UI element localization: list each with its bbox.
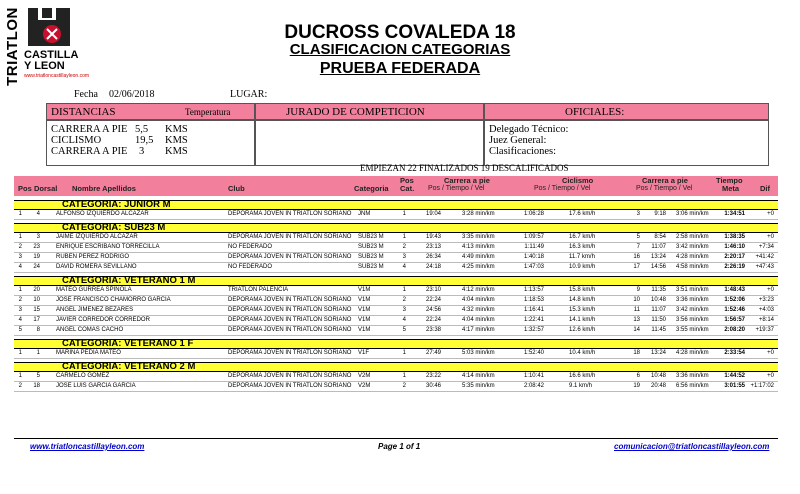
cell-t1: 23:38 [425, 327, 441, 333]
cell-t2: 1:16:41 [523, 307, 544, 313]
cell-t1: 24:56 [425, 307, 441, 313]
cell-v1: 4:14 min/km [462, 373, 495, 379]
cell-v2: 14.8 km/h [569, 297, 596, 303]
cell-t1: 27:49 [425, 350, 441, 356]
table-row [14, 253, 778, 263]
cell-pos: 2 [18, 244, 22, 250]
oficiales-box [484, 120, 769, 166]
cell-v2: 14.1 km/h [569, 317, 596, 323]
cell-dorsal: 3 [36, 234, 40, 240]
cell-cat: SUB23 M [358, 264, 384, 270]
jurado-box [255, 120, 484, 166]
header-pos-cat: Cat. [400, 184, 415, 193]
cell-dif: +4:03 [758, 307, 774, 313]
cell-t2: 1:10:41 [523, 373, 544, 379]
cell-poscat: 2 [402, 244, 406, 250]
cell-p3: 7 [636, 244, 640, 250]
header-dif: Dif [760, 184, 770, 193]
cell-poscat: 2 [402, 383, 406, 389]
jurado-header [255, 103, 484, 120]
header-ptv: Pos / Tiempo / Vel [428, 185, 485, 192]
cell-p3: 11 [633, 307, 640, 313]
cell-meta: 2:08:20 [724, 327, 745, 333]
cell-club: NO FEDERADO [228, 244, 273, 250]
oficiales-header [484, 103, 769, 120]
cell-v1: 3:28 min/km [462, 211, 495, 217]
cell-t3: 11:07 [651, 244, 666, 250]
cell-dorsal: 8 [36, 327, 40, 333]
cell-dif: +0 [767, 211, 774, 217]
cell-t2: 2:08:42 [523, 383, 544, 389]
header-meta: Meta [722, 184, 740, 193]
cell-club: DEPORAMA JOVEN IN TRIATLON SORIANO [228, 234, 352, 240]
cell-poscat: 1 [402, 350, 406, 356]
cell-dif: +0 [767, 234, 774, 240]
page-subtitle2: PRUEBA FEDERADA [319, 60, 481, 77]
cell-t1: 26:34 [425, 254, 441, 260]
cell-meta: 2:20:17 [724, 254, 745, 260]
distancias-header [46, 103, 255, 120]
table-row [14, 243, 778, 253]
cell-pos: 4 [18, 264, 22, 270]
cell-v3: 3:56 min/km [676, 317, 709, 323]
distancias-box [46, 120, 255, 166]
cell-v2: 16.6 km/h [569, 373, 596, 379]
cell-pos: 4 [18, 317, 22, 323]
cell-v2: 15.3 km/h [569, 307, 596, 313]
cell-v2: 17.6 km/h [569, 211, 596, 217]
cell-cat: V1M [358, 317, 371, 323]
cell-t2: 1:13:57 [523, 287, 544, 293]
table-header [14, 176, 778, 196]
distancias-label: DISTANCIAS [51, 106, 116, 118]
cell-p3: 18 [633, 350, 640, 356]
cell-nombre: JAIME IZQUIERDO ALCAZAR [56, 234, 138, 240]
cell-nombre: JOSE LUIS GARCIA GARCIA [56, 383, 136, 389]
cell-cat: V1M [358, 327, 371, 333]
cell-v2: 12.6 km/h [569, 327, 596, 333]
cell-t3: 13:24 [650, 254, 666, 260]
cell-dif: +47:43 [755, 264, 774, 270]
cell-v2: 16.3 km/h [569, 244, 596, 250]
cell-dif: +19:37 [755, 327, 774, 333]
cell-p3: 5 [636, 234, 640, 240]
lugar-label: LUGAR: [230, 89, 268, 100]
cell-v3: 3:51 min/km [676, 287, 709, 293]
cell-t3: 10:48 [650, 373, 666, 379]
category-label: CATEGORIA: SUB23 M [62, 222, 166, 233]
cell-v1: 4:25 min/km [462, 264, 495, 270]
cell-cat: SUB23 M [358, 254, 384, 260]
cell-p3: 10 [633, 297, 640, 303]
cell-club: TRIATLON PALENCIA [228, 287, 289, 293]
cell-v1: 4:49 min/km [462, 254, 495, 260]
cell-nombre: JOSE FRANCISCO CHAMORRO GARCIA [56, 297, 171, 303]
header-carrera1: Carrera a pie [444, 176, 490, 185]
cell-dif: +3:23 [758, 297, 774, 303]
table-row [14, 286, 778, 296]
cell-dorsal: 18 [33, 383, 40, 389]
cell-poscat: 3 [402, 307, 406, 313]
footer-divider [14, 438, 778, 439]
dist-unit: KMS [165, 135, 188, 146]
table-row [14, 296, 778, 306]
cell-p3: 14 [633, 327, 640, 333]
cell-club: DEPORAMA JOVEN IN TRIATLON SORIANO [228, 317, 352, 323]
cell-dorsal: 1 [36, 350, 40, 356]
cell-t1: 30:46 [425, 383, 441, 389]
cell-v2: 10.9 km/h [569, 264, 596, 270]
footer-email-link[interactable]: comunicacion@triatloncastillayleon.com [614, 442, 770, 451]
cell-pos: 1 [18, 373, 22, 379]
cell-t1: 19:04 [425, 211, 441, 217]
cell-v1: 5:03 min/km [462, 350, 495, 356]
dist-value: 5,5 [135, 124, 149, 135]
cell-p3: 6 [636, 373, 640, 379]
cell-t3: 13:24 [650, 350, 666, 356]
cell-nombre: JAVIER CORREDOR CORREDOR [56, 317, 150, 323]
header-ptv: Pos / Tiempo / Vel [636, 185, 693, 192]
logo-vertical-text: TRIATLON [3, 6, 21, 86]
cell-meta: 2:33:54 [724, 350, 745, 356]
header-nombre: Nombre Apellidos [72, 184, 136, 193]
cell-cat: V2M [358, 383, 371, 389]
cell-v2: 16.7 km/h [569, 234, 596, 240]
cell-t1: 23:10 [425, 287, 441, 293]
cell-t1: 22:24 [425, 317, 441, 323]
cell-t2: 1:40:18 [523, 254, 544, 260]
table-row [14, 349, 778, 359]
cell-t3: 20:48 [650, 383, 666, 389]
dist-value: 19,5 [135, 135, 154, 146]
cell-t1: 22:24 [425, 297, 441, 303]
cell-meta: 1:52:06 [724, 297, 745, 303]
page-title: DUCROSS COVALEDA 18 [284, 22, 516, 43]
category-header [14, 223, 778, 233]
cell-dorsal: 10 [33, 297, 40, 303]
cell-t2: 1:22:41 [523, 317, 544, 323]
cell-poscat: 5 [402, 327, 406, 333]
cell-nombre: MATEO GURREA SPINOLA [56, 287, 132, 293]
cell-pos: 5 [18, 327, 22, 333]
cell-v2: 9.1 km/h [569, 383, 593, 389]
cell-poscat: 4 [402, 317, 406, 323]
cell-t2: 1:52:40 [523, 350, 544, 356]
cell-v1: 4:04 min/km [462, 297, 495, 303]
cell-cat: V1F [358, 350, 370, 356]
cell-pos: 1 [18, 211, 22, 217]
header-dorsal: Dorsal [34, 184, 58, 193]
table-row [14, 306, 778, 316]
cell-t2: 1:18:53 [523, 297, 544, 303]
cell-club: DEPORAMA JOVEN IN TRIATLON SORIANO [228, 211, 352, 217]
cell-t3: 11:35 [651, 287, 666, 293]
category-label: CATEGORIA: JUNIOR M [62, 199, 171, 210]
dist-name: CICLISMO [51, 135, 102, 146]
cell-v1: 3:35 min/km [462, 234, 495, 240]
cell-meta: 1:56:57 [724, 317, 745, 323]
cell-v1: 5:35 min/km [462, 383, 495, 389]
cell-t1: 23:22 [425, 373, 441, 379]
cell-pos: 1 [18, 287, 22, 293]
cell-cat: V1M [358, 307, 371, 313]
cell-dif: +41:42 [755, 254, 774, 260]
cell-dif: +0 [767, 373, 774, 379]
cell-meta: 1:46:10 [724, 244, 745, 250]
cell-dif: +1:17:02 [750, 383, 774, 389]
category-label: CATEGORIA: VETERANO 1 F [62, 338, 194, 349]
cell-p3: 16 [633, 254, 640, 260]
cell-v3: 4:58 min/km [676, 264, 709, 270]
cell-v3: 4:28 min/km [676, 350, 709, 356]
cell-poscat: 4 [402, 264, 406, 270]
jurado-label: JURADO DE COMPETICION [286, 106, 425, 118]
cell-meta: 2:26:19 [724, 264, 745, 270]
temperatura-label: Temperatura [185, 107, 231, 117]
cell-poscat: 3 [402, 254, 406, 260]
logo-url: www.triatloncastillayleon.com [24, 73, 90, 79]
table-row [14, 233, 778, 243]
cell-pos: 3 [18, 307, 22, 313]
logo-line1: CASTILLA [24, 49, 79, 61]
table-row [14, 263, 778, 273]
cell-dif: +7:34 [758, 244, 774, 250]
cell-meta: 3:01:55 [724, 383, 745, 389]
cell-club: DEPORAMA JOVEN IN TRIATLON SORIANO [228, 383, 352, 389]
cell-nombre: ENRIQUE ESCRIBANO TORRECILLA [56, 244, 160, 250]
header-pos-top: Pos [400, 176, 414, 185]
cell-v2: 15.8 km/h [569, 287, 596, 293]
cell-pos: 1 [18, 234, 22, 240]
cell-nombre: RUBEN PEREZ RODRIGO [56, 254, 130, 260]
cell-dorsal: 15 [33, 307, 40, 313]
cell-dorsal: 20 [33, 287, 40, 293]
cell-v3: 3:36 min/km [676, 297, 709, 303]
cell-dorsal: 19 [33, 254, 40, 260]
fecha-label: Fecha [74, 89, 98, 100]
cell-t1: 23:13 [425, 244, 441, 250]
cell-cat: V1M [358, 297, 371, 303]
category-label: CATEGORIA: VETERANO 2 M [62, 361, 196, 372]
category-header [14, 200, 778, 210]
cell-nombre: ANGEL JIMENEZ BEZARES [56, 307, 134, 313]
cell-club: DEPORAMA JOVEN IN TRIATLON SORIANO [228, 327, 352, 333]
fecha-value: 02/06/2018 [109, 89, 155, 100]
cell-poscat: 1 [402, 287, 406, 293]
cell-t2: 1:32:57 [523, 327, 544, 333]
cell-t2: 1:09:57 [523, 234, 544, 240]
cell-cat: V2M [358, 373, 371, 379]
oficial-row: Clasificaciones: [489, 146, 557, 157]
cell-p3: 9 [636, 287, 640, 293]
cell-poscat: 1 [402, 373, 406, 379]
cell-t2: 1:11:49 [524, 244, 544, 250]
cell-poscat: 1 [402, 211, 406, 217]
header-ptv: Pos / Tiempo / Vel [534, 185, 591, 192]
table-row [14, 210, 778, 220]
cell-meta: 1:38:35 [724, 234, 745, 240]
cell-nombre: MARINA PEDIA MATEO [56, 350, 121, 356]
cell-v2: 10.4 km/h [569, 350, 596, 356]
cell-dorsal: 4 [36, 211, 40, 217]
oficiales-label: OFICIALES: [565, 106, 625, 118]
header-ciclismo: Ciclismo [562, 176, 594, 185]
cell-t1: 24:18 [425, 264, 441, 270]
oficial-row: Delegado Técnico: [489, 124, 569, 135]
cell-v1: 4:13 min/km [462, 244, 495, 250]
cell-dif: +0 [767, 350, 774, 356]
cell-cat: JNM [358, 211, 371, 217]
header-carrera2: Carrera a pie [642, 176, 688, 185]
logo-line2: Y LEON [24, 60, 65, 72]
cell-v3: 3:42 min/km [676, 244, 709, 250]
table-row [14, 372, 778, 382]
cell-v3: 6:56 min/km [676, 383, 709, 389]
cell-dif: +8:14 [758, 317, 774, 323]
cell-v3: 3:55 min/km [676, 327, 709, 333]
cell-v3: 3:42 min/km [676, 307, 709, 313]
dist-unit: KMS [165, 124, 188, 135]
cell-t3: 14:56 [650, 264, 666, 270]
cell-nombre: ALFONSO IZQUIERDO ALCAZAR [56, 211, 149, 217]
cell-cat: SUB23 M [358, 244, 384, 250]
cell-t3: 8:54 [654, 234, 666, 240]
cell-pos: 1 [18, 350, 22, 356]
cell-club: DEPORAMA JOVEN IN TRIATLON SORIANO [228, 297, 352, 303]
cell-dorsal: 5 [36, 373, 40, 379]
cell-cat: SUB23 M [358, 234, 384, 240]
header-tiempo: Tiempo [716, 176, 743, 185]
dist-value: 3 [139, 146, 145, 157]
cell-nombre: CARMELO GOMEZ [56, 373, 110, 379]
cell-nombre: DAVID ROMERA SEVILLANO [56, 264, 137, 270]
cell-p3: 19 [633, 383, 640, 389]
cell-t2: 1:47:03 [523, 264, 544, 270]
cell-v1: 4:17 min/km [462, 327, 495, 333]
cell-t3: 9:18 [654, 211, 666, 217]
table-row [14, 326, 778, 336]
header-club: Club [228, 184, 245, 193]
summary-line: EMPIEZAN 22 FINALIZADOS 19 DESCALIFICADOS [360, 163, 569, 173]
cell-club: DEPORAMA JOVEN IN TRIATLON SORIANO [228, 350, 352, 356]
cell-pos: 2 [18, 383, 22, 389]
cell-poscat: 1 [402, 234, 406, 240]
cell-p3: 13 [633, 317, 640, 323]
table-row [14, 316, 778, 326]
cell-t3: 11:50 [651, 317, 666, 323]
cell-cat: V1M [358, 287, 371, 293]
cell-t3: 10:48 [650, 297, 666, 303]
cell-t3: 11:07 [651, 307, 666, 313]
table-row [14, 382, 778, 392]
cell-dorsal: 23 [33, 244, 40, 250]
cell-v1: 4:12 min/km [462, 287, 495, 293]
dist-name: CARRERA A PIE [51, 146, 128, 157]
cell-v3: 2:58 min/km [676, 234, 709, 240]
cell-t2: 1:06:28 [523, 211, 544, 217]
footer-website-link[interactable]: www.triatloncastillayleon.com [30, 442, 145, 451]
category-header [14, 339, 778, 349]
dist-name: CARRERA A PIE [51, 124, 128, 135]
cell-p3: 17 [633, 264, 640, 270]
cell-club: DEPORAMA JOVEN IN TRIATLON SORIANO [228, 307, 352, 313]
cell-v3: 3:36 min/km [676, 373, 709, 379]
category-label: CATEGORIA: VETERANO 1 M [62, 275, 196, 286]
cell-t3: 11:45 [651, 327, 666, 333]
cell-nombre: ANGEL COMAS CACHO [56, 327, 124, 333]
cell-club: DEPORAMA JOVEN IN TRIATLON SORIANO [228, 254, 352, 260]
cell-poscat: 2 [402, 297, 406, 303]
cell-pos: 2 [18, 297, 22, 303]
cell-t1: 19:43 [425, 234, 441, 240]
cell-pos: 3 [18, 254, 22, 260]
category-header [14, 362, 778, 372]
cell-v3: 4:28 min/km [676, 254, 709, 260]
cell-v2: 11.7 km/h [569, 254, 595, 260]
cell-meta: 1:52:46 [724, 307, 745, 313]
cell-club: NO FEDERADO [228, 264, 273, 270]
cell-v1: 4:04 min/km [462, 317, 495, 323]
footer-page-number: Page 1 of 1 [378, 442, 421, 451]
cell-dorsal: 24 [33, 264, 40, 270]
cell-meta: 1:48:43 [724, 287, 745, 293]
cell-p3: 3 [636, 211, 640, 217]
oficial-row: Juez General: [489, 135, 547, 146]
cell-dif: +0 [767, 287, 774, 293]
cell-dorsal: 17 [33, 317, 40, 323]
header-categoria: Categoria [354, 184, 389, 193]
cell-club: DEPORAMA JOVEN IN TRIATLON SORIANO [228, 373, 352, 379]
page-subtitle: CLASIFICACION CATEGORIAS [289, 41, 511, 58]
header-pos: Pos [18, 184, 32, 193]
cell-meta: 1:44:52 [724, 373, 745, 379]
dist-unit: KMS [165, 146, 188, 157]
cell-meta: 1:34:51 [724, 211, 745, 217]
cell-v3: 3:06 min/km [676, 211, 709, 217]
cell-v1: 4:32 min/km [462, 307, 495, 313]
category-header [14, 276, 778, 286]
